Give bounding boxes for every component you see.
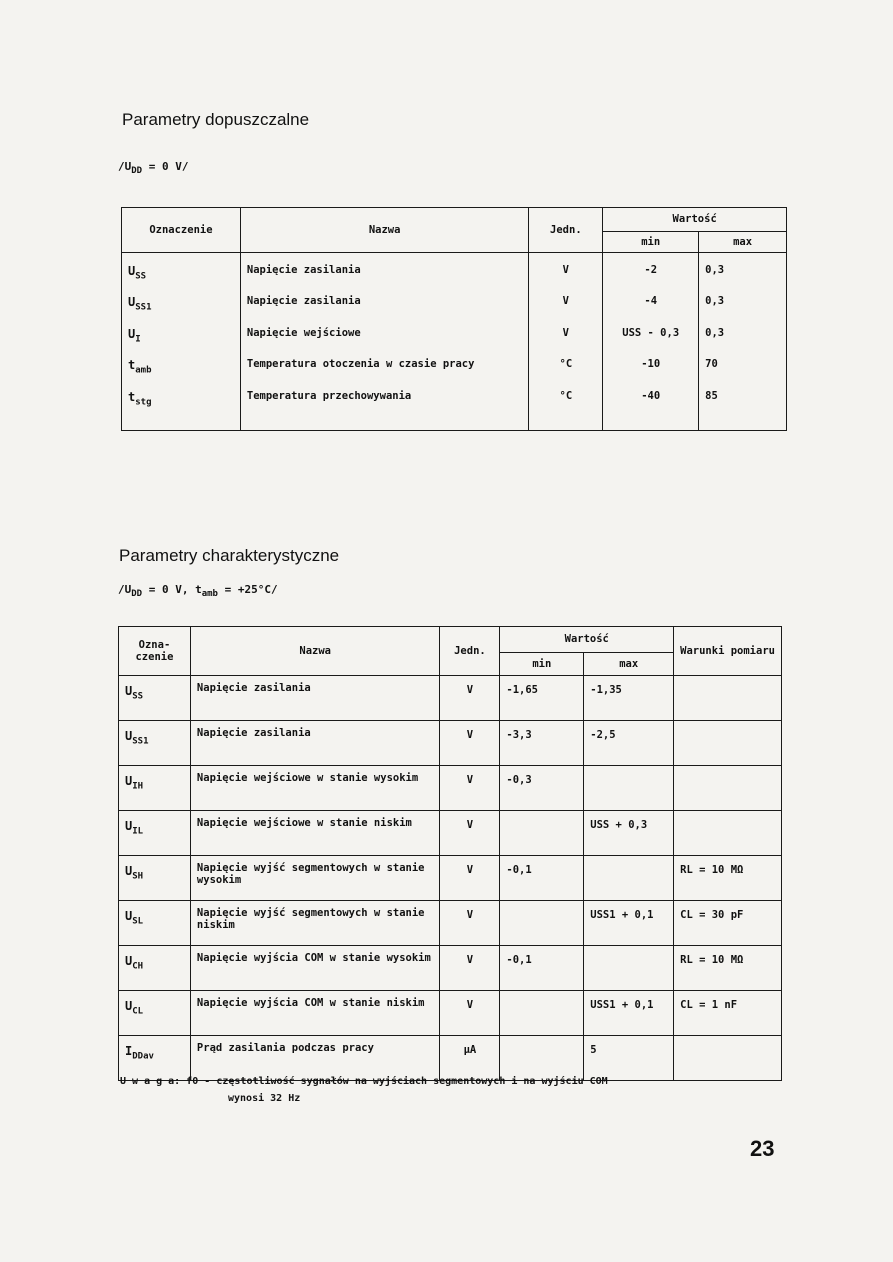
unit-cell: V xyxy=(440,856,500,901)
max-cell: USS1 + 0,1 xyxy=(584,991,674,1036)
col2-max-header: max xyxy=(584,652,674,675)
min-cell xyxy=(500,901,584,946)
note-line1: f0 - częstotliwość sygnałów na wyjściach segmentowych i na wyjściu COM xyxy=(186,1076,608,1087)
symbol-cell: $I_{DDav}$ xyxy=(119,1036,191,1081)
unit-cell: V xyxy=(440,991,500,1036)
unit-cell: V xyxy=(529,253,603,285)
col2-symbol-header: Ozna-czenie xyxy=(119,627,191,676)
max-cell: -2,5 xyxy=(584,721,674,766)
symbol-cell: $U_{SL}$ xyxy=(119,901,191,946)
unit-cell: V xyxy=(529,284,603,315)
unit-cell: V xyxy=(529,316,603,347)
symbol-cell: $U_{IL}$ xyxy=(119,811,191,856)
name-cell: Napięcie wyjścia COM w stanie wysokim xyxy=(190,946,440,991)
max-cell: USS + 0,3 xyxy=(584,811,674,856)
cond-cell xyxy=(674,811,782,856)
cond-cell xyxy=(674,766,782,811)
name-cell: Napięcie zasilania xyxy=(190,676,440,721)
section1-condition: $/U_{DD} = 0$ V/ xyxy=(118,160,189,177)
table-row xyxy=(119,946,782,991)
col2-min-header: min xyxy=(500,652,584,675)
note-label: U w a g a: xyxy=(120,1076,181,1087)
col2-value-header: Wartość xyxy=(500,627,674,653)
max-cell xyxy=(584,946,674,991)
name-cell: Temperatura przechowywania xyxy=(240,379,529,431)
section1-title: Parametry dopuszczalne xyxy=(122,110,310,129)
min-cell: -3,3 xyxy=(500,721,584,766)
cond-cell xyxy=(674,721,782,766)
note-line2: wynosi 32 Hz xyxy=(228,1093,301,1104)
symbol-cell: $U_{SS}$ xyxy=(119,676,191,721)
name-cell: Napięcie zasilania xyxy=(240,253,529,285)
col2-cond-header: Warunki pomiaru xyxy=(674,627,782,676)
table-row xyxy=(122,284,787,315)
symbol-cell: $U_{IH}$ xyxy=(119,766,191,811)
col-value-header: Wartość xyxy=(603,208,787,232)
symbol-cell: $U_I$ xyxy=(122,316,241,347)
table-row xyxy=(119,811,782,856)
name-cell: Napięcie wyjść segmentowych w stanie niskim xyxy=(190,901,440,946)
col2-unit-header: Jedn. xyxy=(440,627,500,676)
symbol-cell: $U_{SS1}$ xyxy=(122,284,241,315)
unit-cell: V xyxy=(440,676,500,721)
cond-cell: RL = 10 MΩ xyxy=(674,856,782,901)
max-cell: USS1 + 0,1 xyxy=(584,901,674,946)
cond-cell: CL = 1 nF xyxy=(674,991,782,1036)
col-name-header: Nazwa xyxy=(240,208,529,253)
name-cell: Napięcie wejściowe xyxy=(240,316,529,347)
min-cell: -10 xyxy=(603,347,699,378)
col-unit-header: Jedn. xyxy=(529,208,603,253)
min-cell: -2 xyxy=(603,253,699,285)
table-row xyxy=(119,856,782,901)
unit-cell: V xyxy=(440,721,500,766)
symbol-cell: $U_{SH}$ xyxy=(119,856,191,901)
min-cell: -4 xyxy=(603,284,699,315)
max-cell: 0,3 xyxy=(699,253,787,285)
col-symbol-header: Oznaczenie xyxy=(122,208,241,253)
table-row xyxy=(119,991,782,1036)
symbol-cell: $U_{SS1}$ xyxy=(119,721,191,766)
unit-cell: V xyxy=(440,901,500,946)
max-cell: 5 xyxy=(584,1036,674,1081)
max-cell: 70 xyxy=(699,347,787,378)
col2-name-header: Nazwa xyxy=(190,627,440,676)
table-row xyxy=(119,721,782,766)
min-cell: -0,1 xyxy=(500,856,584,901)
table-permissible-parameters xyxy=(121,207,787,431)
unit-cell: °C xyxy=(529,379,603,431)
name-cell: Napięcie zasilania xyxy=(190,721,440,766)
symbol-cell: $U_{SS}$ xyxy=(122,253,241,285)
min-cell: -0,1 xyxy=(500,946,584,991)
name-cell: Napięcie wejściowe w stanie wysokim xyxy=(190,766,440,811)
unit-cell: °C xyxy=(529,347,603,378)
min-cell xyxy=(500,991,584,1036)
section2-title: Parametry charakterystyczne xyxy=(119,546,340,565)
max-cell: 0,3 xyxy=(699,316,787,347)
max-cell xyxy=(584,766,674,811)
table-row xyxy=(122,379,787,431)
name-cell: Temperatura otoczenia w czasie pracy xyxy=(240,347,529,378)
col-min-header: min xyxy=(603,231,699,252)
table-row xyxy=(122,347,787,378)
unit-cell: µA xyxy=(440,1036,500,1081)
max-cell xyxy=(584,856,674,901)
cond-cell: RL = 10 MΩ xyxy=(674,946,782,991)
unit-cell: V xyxy=(440,811,500,856)
min-cell: -40 xyxy=(603,379,699,431)
name-cell: Prąd zasilania podczas pracy xyxy=(190,1036,440,1081)
section2-condition: $/U_{DD} = 0$ V, $t_{amb} = +25^\circ C/$ xyxy=(118,583,278,600)
min-cell: USS - 0,3 xyxy=(603,316,699,347)
min-cell: -0,3 xyxy=(500,766,584,811)
name-cell: Napięcie zasilania xyxy=(240,284,529,315)
min-cell xyxy=(500,811,584,856)
max-cell: 85 xyxy=(699,379,787,431)
symbol-cell: $U_{CL}$ xyxy=(119,991,191,1036)
table-row xyxy=(119,766,782,811)
max-cell: 0,3 xyxy=(699,284,787,315)
symbol-cell: $t_{stg}$ xyxy=(122,379,241,431)
table-row xyxy=(122,253,787,285)
table-characteristic-parameters xyxy=(118,626,782,1081)
name-cell: Napięcie wyjść segmentowych w stanie wysokim xyxy=(190,856,440,901)
note xyxy=(120,1073,780,1107)
max-cell: -1,35 xyxy=(584,676,674,721)
symbol-cell: $U_{CH}$ xyxy=(119,946,191,991)
cond-cell: CL = 30 pF xyxy=(674,901,782,946)
table-row xyxy=(119,676,782,721)
unit-cell: V xyxy=(440,766,500,811)
min-cell: -1,65 xyxy=(500,676,584,721)
unit-cell: V xyxy=(440,946,500,991)
table-row xyxy=(122,316,787,347)
col-max-header: max xyxy=(699,231,787,252)
page-number: 23 xyxy=(750,1136,775,1161)
symbol-cell: $t_{amb}$ xyxy=(122,347,241,378)
name-cell: Napięcie wejściowe w stanie niskim xyxy=(190,811,440,856)
cond-cell xyxy=(674,676,782,721)
table-row xyxy=(119,901,782,946)
name-cell: Napięcie wyjścia COM w stanie niskim xyxy=(190,991,440,1036)
